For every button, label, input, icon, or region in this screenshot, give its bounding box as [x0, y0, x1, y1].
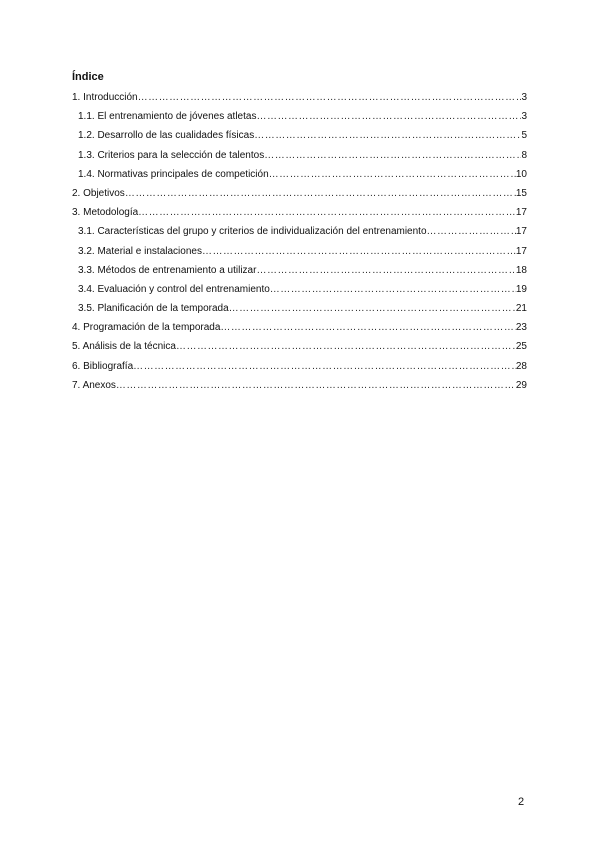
toc-entry-page: 3 — [521, 111, 527, 123]
toc-entry-page: 21 — [515, 303, 527, 315]
toc-entry[interactable] — [72, 280, 527, 299]
toc-entry[interactable] — [72, 222, 527, 241]
dot-leader — [125, 184, 516, 203]
dot-leader — [220, 318, 515, 337]
toc-entry-label: 1.3. Criterios para la selección de talentos — [78, 149, 265, 161]
dot-leader — [264, 146, 521, 165]
toc-entry[interactable] — [72, 126, 527, 145]
toc-entry-page: 28 — [515, 360, 527, 372]
toc-entry-label: 3. Metodología — [72, 207, 139, 219]
toc-title: Índice — [72, 71, 104, 83]
toc-entry-label: 1. Introducción — [72, 92, 138, 103]
toc-entry-page: 18 — [515, 264, 527, 276]
toc-entry-label: 2. Objetivos — [72, 187, 125, 199]
toc-entry[interactable] — [72, 242, 527, 261]
toc-entry-page: 3 — [521, 92, 527, 103]
toc-entry[interactable] — [72, 165, 527, 184]
dot-leader — [269, 165, 516, 184]
toc-entry-page: 25 — [515, 341, 527, 353]
toc-entry-label: 1.1. El entrenamiento de jóvenes atletas — [78, 111, 257, 123]
toc-entry-label: 3.3. Métodos de entrenamiento a utilizar — [78, 264, 257, 276]
dot-leader — [256, 261, 515, 280]
toc-entry[interactable] — [72, 376, 527, 395]
dot-leader — [138, 203, 516, 222]
toc-entry-label: 1.2. Desarrollo de las cualidades físicas — [78, 130, 255, 142]
dot-leader — [256, 107, 521, 126]
toc-entry[interactable] — [72, 318, 527, 337]
toc-entry-page: 5 — [521, 130, 527, 142]
toc-entry-page: 23 — [515, 322, 527, 334]
toc-entry[interactable] — [72, 337, 527, 356]
toc-entry-label: 4. Programación de la temporada — [72, 322, 221, 334]
toc-entry[interactable] — [72, 261, 527, 280]
toc-entry-label: 5. Análisis de la técnica — [72, 341, 176, 353]
toc-entry-page: 17 — [515, 226, 527, 238]
toc-entry[interactable] — [72, 184, 527, 203]
toc-entry-page: 15 — [515, 187, 527, 199]
dot-leader — [427, 222, 516, 241]
toc-entry-label: 1.4. Normativas principales de competición — [78, 168, 269, 180]
toc-entry-page: 19 — [515, 283, 527, 295]
dot-leader — [133, 357, 516, 376]
toc-entry[interactable] — [72, 357, 527, 376]
toc-entry[interactable] — [72, 107, 527, 126]
toc-entry-page: 8 — [521, 149, 527, 161]
dot-leader — [116, 376, 516, 395]
dot-leader — [270, 280, 516, 299]
dot-leader — [254, 126, 521, 145]
toc-entry-label: 6. Bibliografía — [72, 360, 134, 372]
page-number: 2 — [518, 796, 525, 808]
dot-leader — [138, 88, 522, 107]
toc-entry-label: 3.1. Características del grupo y criterios de individualización del entrenamiento — [78, 226, 427, 238]
dot-leader — [202, 242, 516, 261]
toc-entry-page: 10 — [515, 168, 527, 180]
toc-entry-page: 17 — [515, 245, 527, 257]
toc-entry-label: 3.4. Evaluación y control del entrenamiento — [78, 283, 270, 295]
dot-leader — [229, 299, 516, 318]
toc-entry-label: 7. Anexos — [72, 379, 116, 391]
toc-entry[interactable] — [72, 146, 527, 165]
toc-entry-page: 29 — [515, 379, 527, 391]
toc-entry[interactable] — [72, 203, 527, 222]
table-of-contents — [72, 88, 527, 395]
toc-entry[interactable] — [72, 88, 527, 107]
toc-entry-label: 3.2. Material e instalaciones — [78, 245, 202, 257]
toc-entry-page: 17 — [515, 207, 527, 219]
toc-entry[interactable] — [72, 299, 527, 318]
dot-leader — [176, 337, 516, 356]
toc-entry-label: 3.5. Planificación de la temporada — [78, 303, 229, 315]
